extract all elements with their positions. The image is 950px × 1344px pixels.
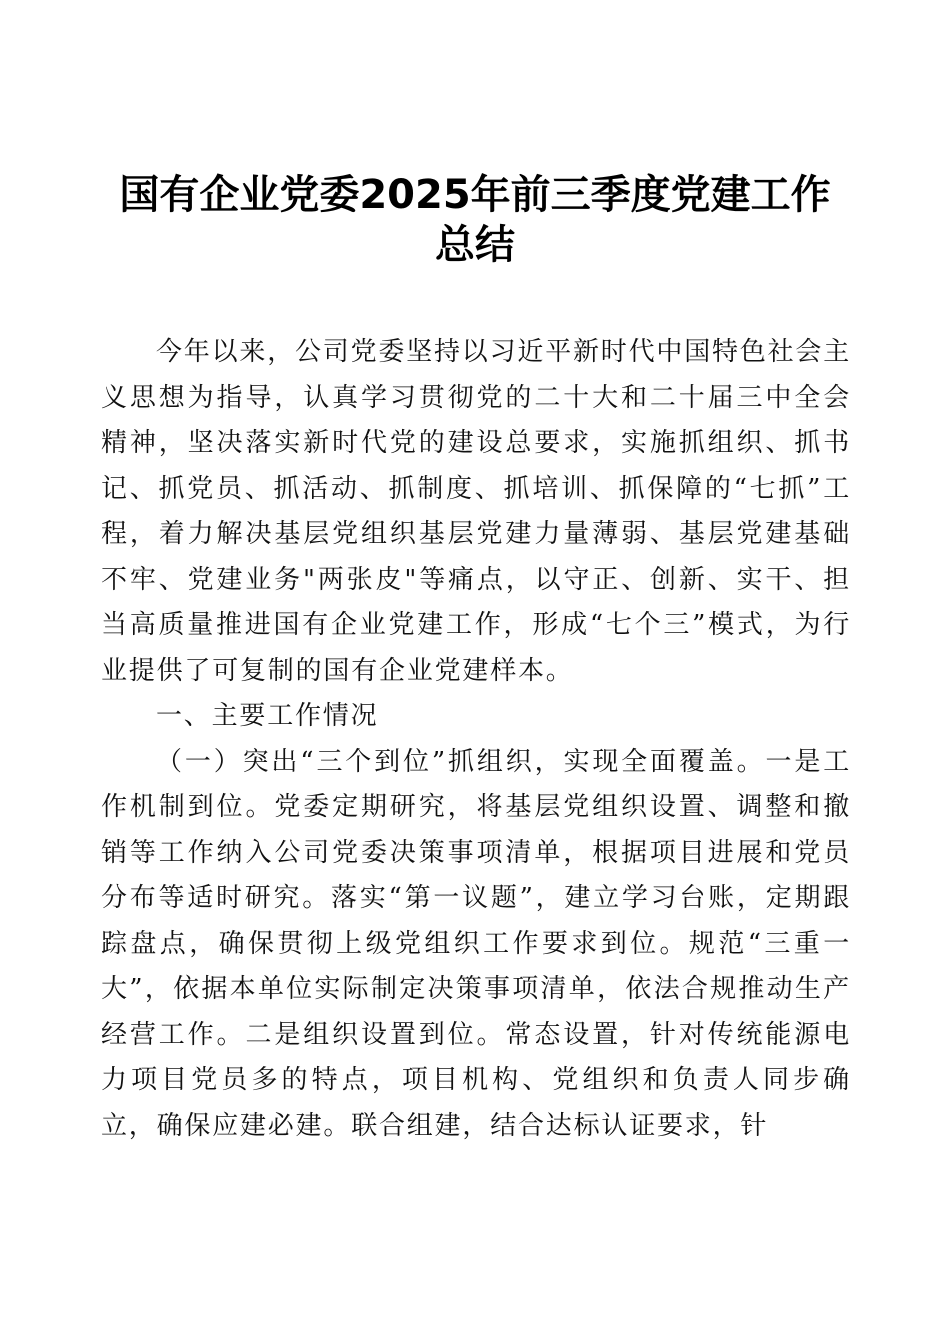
title-line-2: 总结 bbox=[435, 222, 515, 268]
document-title bbox=[100, 170, 850, 270]
section-paragraph: （一）突出“三个到位”抓组织，实现全面覆盖。一是工作机制到位。党委定期研究，将基层党组织设置、调整和撤销等工作纳入公司党委决策事项清单，根据项目进展和党员分布等适时研究。落实“第一议题”，建立学习台账，定期跟踪盘点，确保贯彻上级党组织工作要求到位。规范“三重一大”，依据本单位实际制定决策事项清单，依法合规推动生产经营工作。二是组织设置到位。常态设置，针对传统能源电力项目党员多的特点，项目机构、党组织和负责人同步确立，确保应建必建。联合组建，结合达标认证要求，针 bbox=[101, 746, 851, 1141]
document-body bbox=[101, 330, 851, 1149]
title-line-1: 国有企业党委2025年前三季度党建工作 bbox=[119, 172, 831, 218]
intro-paragraph: 今年以来，公司党委坚持以习近平新时代中国特色社会主义思想为指导，认真学习贯彻党的二十大和二十届三中全会精神，坚决落实新时代党的建设总要求，实施抓组织、抓书记、抓党员、抓活动、抓制度、抓培训、抓保障的“七抓”工程，着力解决基层党组织基层党建力量薄弱、基层党建基础不牢、党建业务"两张皮"等痛点，以守正、创新、实干、担当高质量推进国有企业党建工作，形成“七个三”模式，为行业提供了可复制的国有企业党建样本。 bbox=[101, 337, 852, 686]
section-heading: 一、主要工作情况 bbox=[156, 701, 379, 731]
